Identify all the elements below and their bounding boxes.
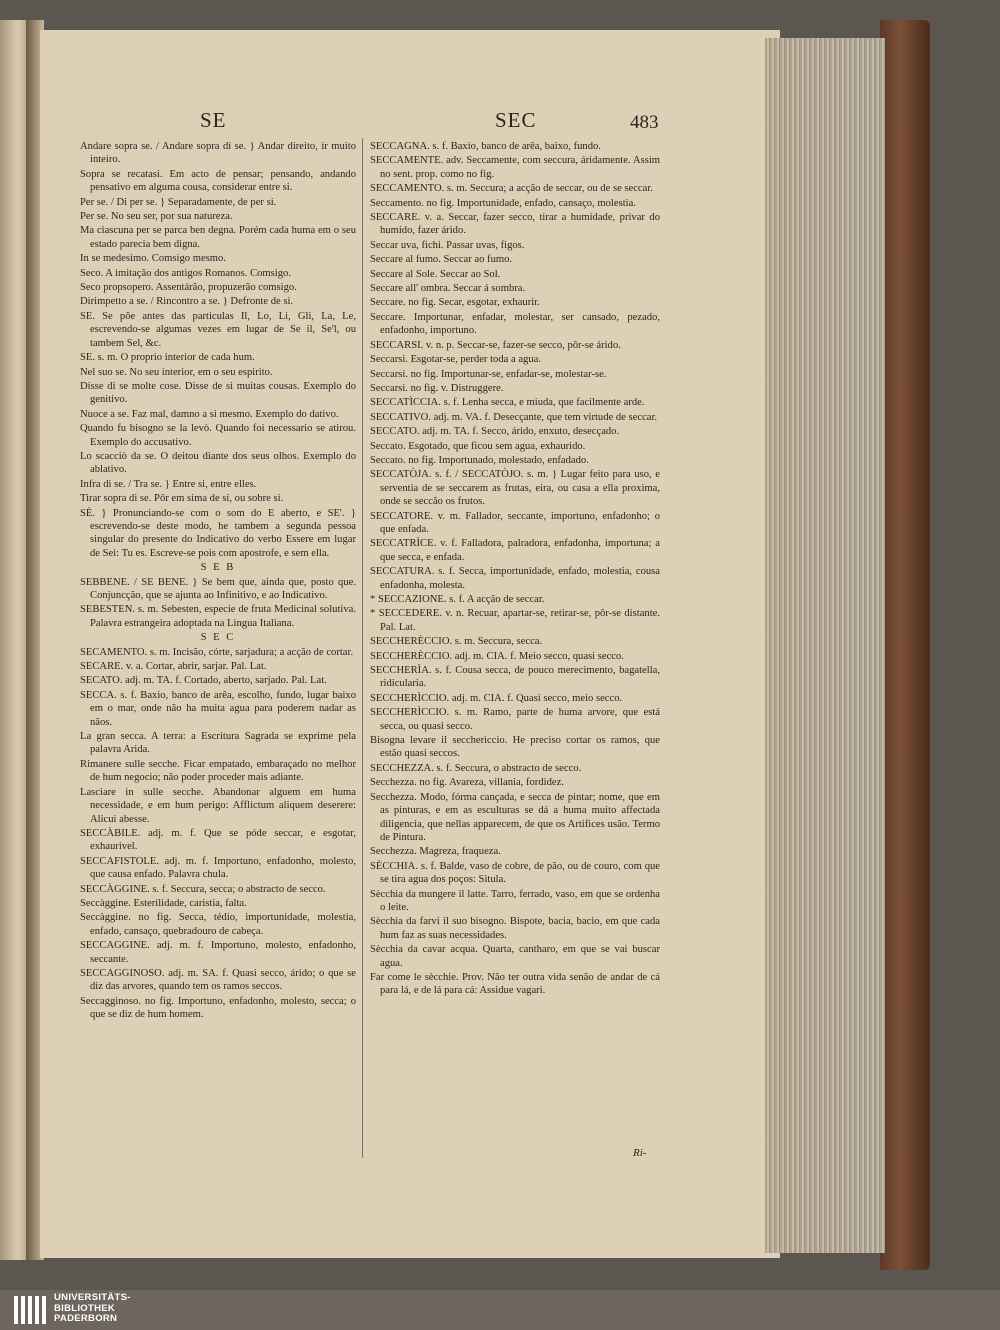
dictionary-entry: SECCATURA. s. f. Secca, importunidade, enfado, molestia, cousa enfadonha, molesta.: [370, 566, 660, 591]
dictionary-entry: Tirar sopra di se. Pôr em sima de si, ou sobre si.: [80, 493, 284, 505]
dictionary-entry: SÈ. } Pronunciando-se com o som do E aberto, e SE'. } escrevendo-se deste modo, he tambem a segunda pessoa singular do presente do Indicativo do verbo Essere em lugar de Sei: Tu es. Escreve-se pois com apostrofe, e sem ella.: [80, 507, 356, 559]
dictionary-entry: SECCARE. v. a. Seccar, fazer secco, tirar a humidade, privar do humido, fazer árido.: [370, 212, 660, 237]
dictionary-entry: SECAMENTO. s. m. Incisão, córte, sarjadura; a acção de cortar.: [80, 646, 354, 658]
library-name-line-2: BIBLIOTHEK: [54, 1302, 116, 1314]
library-name: [54, 1293, 131, 1325]
dictionary-entry: * SECCAZIONE. s. f. A acção de seccar.: [370, 594, 545, 605]
dictionary-entry: Seccar uva, fichi. Passar uvas, figos.: [370, 239, 525, 251]
dictionary-entry: SECCÀGGINE. s. f. Seccura, secca; o abstracto de secco.: [80, 883, 326, 895]
dictionary-entry: Disse di se molte cose. Disse de si muitas cousas. Exemplo do genitivo.: [80, 380, 356, 406]
dictionary-entry: SECCAFISTOLE. adj. m. f. Importuno, enfadonho, molesto, que causa enfado. Palavra chula.: [80, 855, 356, 881]
section-heading: S E C: [200, 632, 236, 644]
dictionary-entry: Ma ciascuna per se parca ben degna. Porém cada huma em o seu estado parecia bem digna.: [80, 225, 356, 250]
dictionary-entry: SECCAMENTO. s. m. Seccura; a acção de seccar, ou de se seccar.: [370, 183, 653, 195]
section-heading: S E B: [200, 562, 236, 574]
dictionary-entry: Seccato. Esgotado, que ficou sem agua, exhaurido.: [370, 440, 586, 452]
dictionary-entry: Seccarsi. no fig. Importunar-se, enfadar-se, molestar-se.: [370, 368, 607, 380]
dictionary-entry: Seccare. no fig. Secar, esgotar, exhaurir.: [370, 297, 540, 309]
dictionary-entry: SEBESTEN. s. m. Sebesten, especie de fruta Medicinal solutiva. Palavra estrangeira adoptada na Lingua Italiana.: [80, 604, 356, 629]
catchword: Ri-: [633, 1147, 647, 1159]
dictionary-entry: Per se. No seu ser, por sua natureza.: [80, 211, 233, 223]
dictionary-entry: Per se. / Di per se. } Separadamente, de per si.: [80, 196, 277, 208]
dictionary-entry: SECCHERÌA. s. f. Cousa secca, de pouco merecimento, bagatella, ridicularia.: [370, 665, 660, 690]
dictionary-entry: Sopra se recatasi. Em acto de pensar; pensando, andando pensativo em alguma cousa, considerar entre si.: [80, 168, 356, 194]
dictionary-entry: Seccato. no fig. Importunado, molestado, enfadado.: [370, 454, 589, 466]
dictionary-entry: Bisogna levare il seccherìccio. He preciso cortar os ramos, que estão quasi seccos.: [370, 735, 660, 760]
dictionary-entry: Lo scacciò da se. O deitou diante dos seus olhos. Exemplo do ablativo.: [80, 450, 356, 476]
running-header-right: SEC: [495, 108, 537, 132]
library-name-line-3: PADERBORN: [54, 1313, 118, 1324]
dictionary-entry: SECCHERÌCCIO. adj. m. CIA. f. Quasi secco, meio secco.: [370, 692, 623, 704]
dictionary-entry: SECCATÌCCIA. s. f. Lenha secca, e miuda, que facilmente arde.: [370, 397, 645, 409]
dictionary-entry: Rimanere sulle secche. Ficar empatado, embaraçado no melhor de hum negocio; não poder proceder mais adiante.: [80, 758, 356, 784]
column-divider: [362, 138, 363, 1158]
dictionary-entry: Seco propsopero. Assentárão, propuzerão comsigo.: [80, 282, 297, 294]
dictionary-entry: La gran secca. A terra: a Escritura Sagrada se exprime pela palavra Arida.: [80, 731, 356, 756]
dictionary-entry: Seccare al fumo. Seccar ao fumo.: [370, 254, 513, 266]
dictionary-entry: SECATO. adj. m. TA. f. Cortado, aberto, sarjado. Pal. Lat.: [80, 675, 327, 687]
dictionary-entry: Secchezza. Modo, fórma cançada, e secca de pintar; nome, que em as pinturas, e em as esculturas se dá a huma muito affectada diligencia, que nellas apparecem, de que os Artifices usão. Termo de Pintura.: [370, 791, 660, 843]
dictionary-entry: Seccarsi. no fig. v. Distruggere.: [370, 382, 504, 394]
dictionary-entry: SECCAMENTE. adv. Seccamente, com seccura, áridamente. Assim no sent. prop. como no fig.: [370, 155, 660, 180]
dictionary-entry: SE. s. m. O proprio interior de cada hum.: [80, 352, 255, 364]
page-number: 483: [630, 112, 659, 133]
dictionary-entry: SE. Se põe antes das particulas Il, Lo, Li, Gli, La, Le, escrevendo-se algumas vezes em lugar de Se il, Se'l, ou tambem Sel, &c.: [80, 310, 356, 349]
book-cover-edge: [880, 20, 930, 1270]
dictionary-entry: Quando fu bisogno se la levò. Quando foi necessario se atirou. Exemplo do accusativo.: [80, 423, 356, 448]
dictionary-entry: In se medesimo. Comsigo mesmo.: [80, 253, 226, 265]
dictionary-entry: SECCHEZZA. s. f. Seccura, o abstracto de secco.: [370, 762, 582, 774]
dictionary-entry: Lasciare in sulle secche. Abandonar alguem em huma necessidade, e em hum perigo: Afflictum aliquem deserere: Alicui abesse.: [80, 786, 356, 825]
dictionary-entry: SECCAGNA. s. f. Baxio, banco de arêa, baixo, fundo.: [370, 141, 601, 152]
dictionary-entry: Seco. A imitação dos antigos Romanos. Comsigo.: [80, 267, 291, 279]
dictionary-entry: Seccàggine. Esterilidade, caristia, falta.: [80, 897, 247, 909]
dictionary-entry: SECARE. v. a. Cortar, abrir, sarjar. Pal. Lat.: [80, 661, 267, 673]
dictionary-entry: SECCATÒJA. s. f. / SECCATÒJO. s. m. } Lugar feito para uso, e serventia de se seccarem as frutas, eira, ou casa a ella proxima, onde se seccão os frutos.: [370, 469, 660, 508]
dictionary-entry: Far come le sècchie. Prov. Não ter outra vida senão de andar de cá para lá, e de lá para cá: Assidue vagari.: [370, 971, 660, 997]
dictionary-entry: SECCAGGINOSO. adj. m. SA. f. Quasi secco, árido; o que se diz das arvores, quando tem os ramos seccos.: [80, 967, 356, 993]
dictionary-entry: Andare sopra se. / Andare sopra di se. } Andar direito, ir muito inteiro.: [80, 141, 356, 166]
dictionary-entry: Seccare all' ombra. Seccar á sombra.: [370, 283, 526, 295]
dictionary-entry: Seccare al Sole. Seccar ao Sol.: [370, 268, 501, 280]
dictionary-entry: Seccagginoso. no fig. Importuno, enfadonho, molesto, secca; o que se diz de hum homem.: [80, 995, 356, 1021]
facing-page-edge: [0, 20, 26, 1260]
dictionary-entry: SECCÀBILE. adj. m. f. Que se póde seccar, e esgotar, exhaurivel.: [80, 827, 356, 853]
right-column: [370, 140, 660, 999]
dictionary-entry: SECCA. s. f. Baxio, banco de arêa, escolho, fundo, lugar baixo em o mar, onde não ha muita agua para poderem nadar as nãos.: [80, 689, 356, 728]
dictionary-entry: SECCARSI. v. n. p. Seccar-se, fazer-se secco, pôr-se árido.: [370, 339, 621, 351]
dictionary-entry: Dirimpetto a se. / Rincontro a se. } Defronte de si.: [80, 296, 294, 308]
dictionary-entry: Seccàggine. no fig. Secca, tédio, importunidade, molestia, enfado, cansaço, quebradouro de cabeça.: [80, 912, 356, 937]
dictionary-entry: Secchezza. no fig. Avareza, villania, fordidez.: [370, 777, 564, 789]
dictionary-entry: Seccare. Importunar, enfadar, molestar, ser cansado, pezado, enfadonho, importuno.: [370, 311, 660, 337]
dictionary-entry: Infra di se. / Tra se. } Entre si, entre elles.: [80, 478, 257, 490]
dictionary-entry: Sècchia da farvi il suo bisogno. Bispote, bacia, bacio, em que cada hum faz as suas necessidades.: [370, 916, 660, 941]
dictionary-entry: SECCHERÌCCIO. s. m. Ramo, parte de huma arvore, que está secca, ou quasi secco.: [370, 707, 660, 732]
dictionary-entry: SECCHERÈCCIO. s. m. Seccura, secca.: [370, 636, 543, 648]
dictionary-entry: Seccamento. no fig. Importunidade, enfado, cansaço, molestia.: [370, 197, 636, 209]
running-header-left: SE: [200, 108, 227, 132]
dictionary-entry: SECCATIVO. adj. m. VA. f. Desecçante, que tem virtude de seccar.: [370, 411, 658, 423]
dictionary-entry: SECCHERÈCCIO. adj. m. CIA. f. Meio secco, quasi secco.: [370, 650, 624, 662]
page-block-shade: [765, 38, 885, 1253]
dictionary-entry: SECCATORE. v. m. Fallador, seccante, importuno, enfadonho; o que enfada.: [370, 510, 660, 535]
dictionary-entry: SÈCCHIA. s. f. Balde, vaso de cobre, de pão, ou de couro, com que se tira agua dos poços: Situla.: [370, 860, 660, 886]
dictionary-entry: SECCATO. adj. m. TA. f. Secco, árido, enxuto, desecçado.: [370, 426, 620, 438]
library-name-line-1: UNIVERSITÄTS-: [54, 1292, 131, 1303]
dictionary-entry: Sècchia da cavar acqua. Quarta, cantharo, em que se vai buscar agua.: [370, 944, 660, 969]
dictionary-entry: SECCAGGINE. adj. m. f. Importuno, molesto, enfadonho, seccante.: [80, 940, 356, 965]
dictionary-entry: Nel suo se. No seu interior, em o seu espirito.: [80, 366, 273, 378]
dictionary-entry: Nuoce a se. Faz mal, damno a si mesmo. Exemplo do dativo.: [80, 408, 339, 420]
dictionary-entry: Seccarsi. Esgotar-se, perder toda a agua.: [370, 354, 541, 366]
footer-band: [0, 1290, 1000, 1330]
dictionary-entry: Sècchia da mungere il latte. Tarro, ferrado, vaso, em que se ordenha o leite.: [370, 888, 660, 913]
dictionary-entry: SEBBENE. / SE BENE. } Se bem que, ainda que, posto que. Conjuncção, que se ajunta ao Infinitivo, e ao Indicativo.: [80, 576, 356, 601]
left-column: [80, 140, 356, 1023]
dictionary-entry: Secchezza. Magreza, fraqueza.: [370, 846, 501, 858]
library-logo-icon: [12, 1292, 50, 1328]
dictionary-entry: SECCATRÌCE. v. f. Falladora, palradora, enfadonha, importuna; a que secca, e enfada.: [370, 538, 660, 563]
dictionary-entry: * SECCEDERE. v. n. Recuar, apartar-se, retirar-se, pôr-se distante. Pal. Lat.: [370, 608, 660, 633]
